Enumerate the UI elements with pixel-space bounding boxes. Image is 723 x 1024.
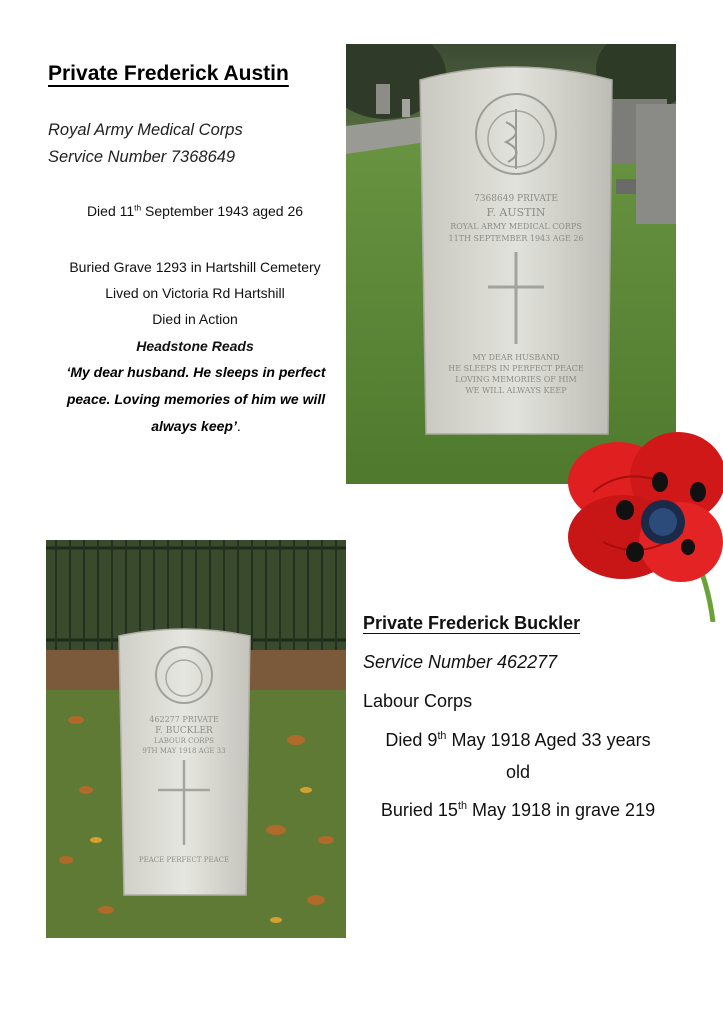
stone-inscription: 462277 PRIVATE [149,715,219,724]
stone-inscription: PEACE PERFECT PEACE [138,856,230,864]
buckler-died: Died 9th May 1918 Aged 33 years [385,730,651,750]
quote-line: always keep’. [151,418,241,434]
stone-inscription: F. BUCKLER [155,726,213,736]
stone-inscription: 7368649 PRIVATE [474,194,558,204]
austin-headstone-quote [48,359,344,440]
austin-service-number: Service Number 7368649 [48,148,236,166]
stone-inscription: HE SLEEPS IN PERFECT PEACE [448,364,584,373]
buckler-died-cont: old [505,762,531,782]
stone-inscription: LABOUR CORPS [154,737,214,745]
buckler-name-heading: Private Frederick Buckler [363,613,581,633]
austin-regiment: Royal Army Medical Corps [48,121,243,139]
buckler-corps: Labour Corps [363,691,473,711]
stone-inscription: 9TH MAY 1918 AGE 33 [142,747,226,755]
austin-lived: Lived on Victoria Rd Hartshill [105,285,285,301]
stone-inscription: LOVING MEMORIES OF HIM [455,375,577,384]
austin-died: Died 11th September 1943 aged 26 [86,202,304,219]
austin-name-heading: Private Frederick Austin [48,62,289,85]
stone-inscription: ROYAL ARMY MEDICAL CORPS [450,222,582,231]
austin-died-in: Died in Action [152,311,238,327]
buckler-buried: Buried 15th May 1918 in grave 219 [380,800,656,820]
quote-line: peace. Loving memories of him we will [66,391,326,407]
stone-inscription: 11TH SEPTEMBER 1943 AGE 26 [448,234,584,243]
austin-headstone-photo [346,44,676,484]
austin-buried: Buried Grave 1293 in Hartshill Cemetery [69,259,321,275]
quote-line: ‘My dear husband. He sleeps in perfect [66,364,326,380]
poppy-icon [563,422,723,622]
buckler-headstone-photo [46,540,346,938]
stone-inscription: F. AUSTIN [486,206,546,219]
austin-headstone-heading: Headstone Reads [136,338,254,354]
stone-inscription: WE WILL ALWAYS KEEP [465,386,567,395]
buckler-service-number: Service Number 462277 [363,652,558,672]
stone-inscription: MY DEAR HUSBAND [472,353,560,362]
